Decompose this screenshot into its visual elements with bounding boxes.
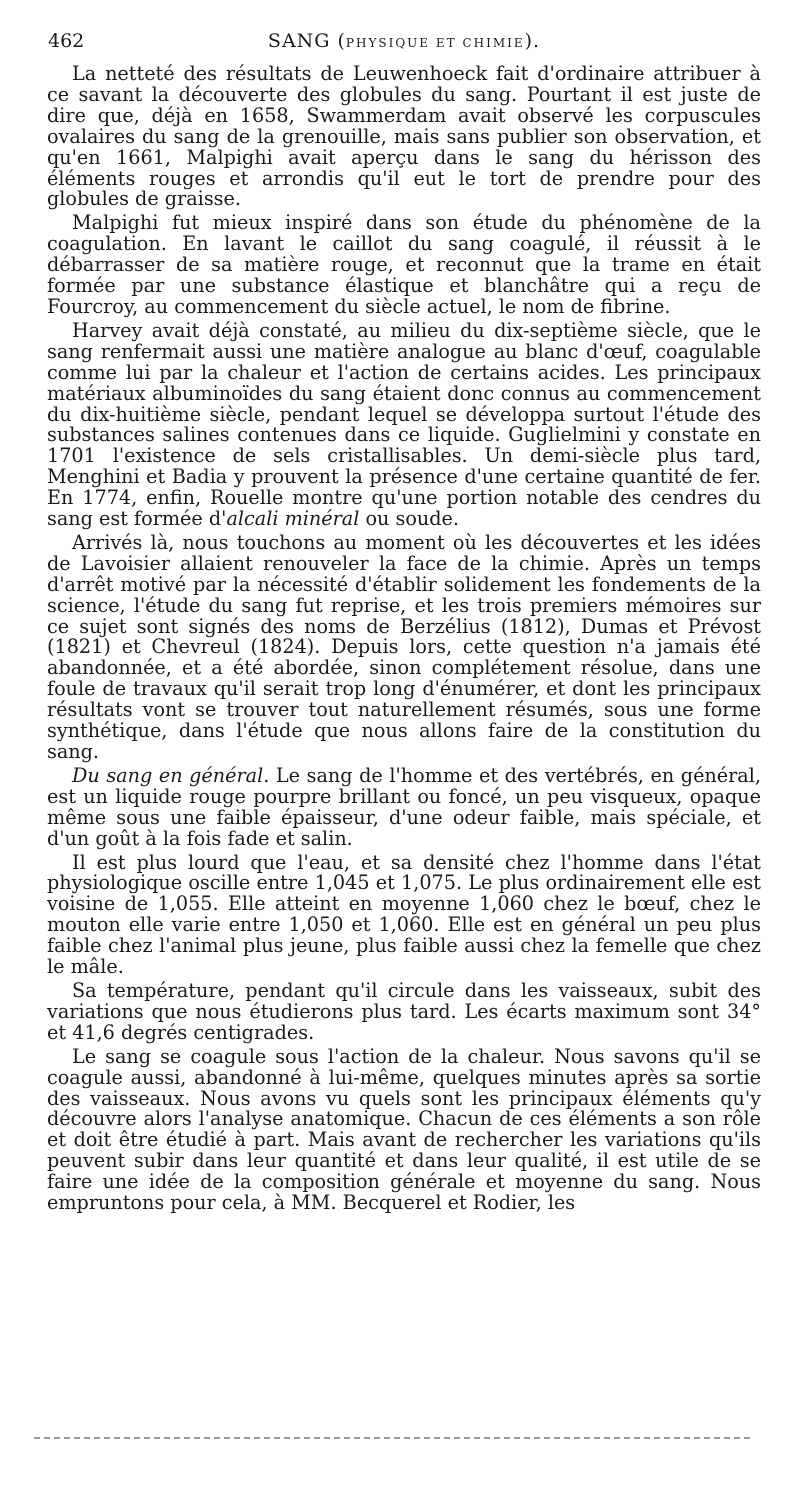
paragraph-densite: Il est plus lourd que l'eau, et sa densité chez l'homme dans l'état physiologique oscille entre 1,045 et 1,075. Le plus ordinairement elle est voisine de 1,055. Elle atteint en moyenne 1,060 chez le bœuf, chez le mouton elle varie entre 1,050 et 1,060. Elle est en général un peu plus faible chez l'animal plus jeune, plus faible aussi chez la femelle que chez le mâle. bbox=[47, 850, 761, 979]
paragraph-lavoisier: Arrivés là, nous touchons au moment où les découvertes et les idées de Lavoisier allaient renouveler la face de la chimie. Après un temps d'arrêt motivé par la nécessité d'établir solidement les fondements de la science, l'étude du sang fut reprise, et les trois premiers mémoires sur ce sujet sont signés des noms de Berzélius (1812), Dumas et Prévost (1821) et Chevreul (1824). Depuis lors, cette question n'a jamais été abandonnée, et a été abordée, sinon complétement résolue, dans une foule de travaux qu'il serait trop long d'énumérer, et dont les principaux résultats vont se trouver tout naturellement résumés, sous une forme synthétique, dans l'étude que nous allons faire de la constitution du sang. bbox=[47, 530, 761, 763]
page-header bbox=[48, 30, 760, 54]
paragraph-harvey bbox=[47, 318, 761, 531]
paragraph-leuwenhoeck: La netteté des résultats de Leuwenhoeck fait d'ordinaire attribuer à ce savant la découverte des globules du sang. Pourtant il est juste de dire que, déjà en 1658, Swammerdam avait observé les corpuscules ovalaires du sang de la grenouille, mais sans publier son observation, et qu'en 1661, Malpighi avait aperçu dans le sang du hérisson des éléments rouges et arrondis qu'il eut le tort de prendre pour des globules de graisse. bbox=[47, 62, 761, 211]
running-title-subtitle: PHYSIQUE ET CHIMIE bbox=[345, 36, 525, 50]
paragraph-temperature: Sa température, pendant qu'il circule dans les vaisseaux, subit des variations que nous étudierons plus tard. Les écarts maximum sont 34° et 41,6 degrés centigrades. bbox=[47, 978, 761, 1044]
paragraph-harvey-emphasis: alcali minéral bbox=[226, 507, 360, 531]
paragraph-sang-general-text: Le sang de l'homme et des vertébrés, en général, est un liquide rouge pourpre brillant ou foncé, un peu visqueux, opaque même sous une faible épaisseur, d'une odeur faible, mais spéciale, et d'un goût à la fois fade et salin. bbox=[47, 763, 761, 850]
page-number: 462 bbox=[48, 30, 85, 52]
page-body bbox=[47, 64, 761, 1217]
running-title-main: SANG ( bbox=[267, 30, 346, 52]
paragraph-sang-general bbox=[47, 763, 761, 850]
paragraph-coagulation: Le sang se coagule sous l'action de la chaleur. Nous savons qu'il se coagule aussi, abandonné à lui-même, quelques minutes après sa sortie des vaisseaux. Nous avons vu quels sont les principaux éléments qu'y découvre alors l'analyse anatomique. Chacun de ces éléments a son rôle et doit être étudié à part. Mais avant de rechercher les variations qu'ils peuvent subir dans leur quantité et dans leur qualité, il est utile de se faire une idée de la composition générale et moyenne du sang. Nous empruntons pour cela, à MM. Becquerel et Rodier, les bbox=[47, 1044, 761, 1215]
running-title-end: ). bbox=[524, 30, 541, 52]
running-title bbox=[48, 30, 760, 52]
paragraph-harvey-text: Harvey avait déjà constaté, au milieu du dix-septième siècle, que le sang renfermait aussi une matière analogue au blanc d'œuf, coagulable comme lui par la chaleur et l'action de certains acides. Les principaux matériaux albuminoïdes du sang étaient donc connus au commencement du dix-huitième siècle, pendant lequel se développa surtout l'étude des substances salines contenues dans ce liquide. Guglielmini y constate en 1701 l'existence de sels cristallisables. Un demi-siècle plus tard, Menghini et Badia y prouvent la présence d'une certaine quantité de fer. En 1774, enfin, Rouelle montre qu'une portion notable des cendres du sang est formée d' bbox=[47, 318, 761, 531]
paragraph-malpighi: Malpighi fut mieux inspiré dans son étude du phénomène de la coagulation. En lavant le caillot du sang coagulé, il réussit à le débarrasser de sa matière rouge, et reconnut que la trame en était formée par une substance élastique et blanchâtre qui a reçu de Fourcroy, au commencement du siècle actuel, le nom de fibrine. bbox=[47, 211, 761, 318]
section-heading-sang-general: Du sang en général. bbox=[72, 763, 270, 787]
footer-dashed-rule bbox=[34, 1437, 750, 1439]
paragraph-harvey-end: ou soude. bbox=[359, 507, 459, 531]
